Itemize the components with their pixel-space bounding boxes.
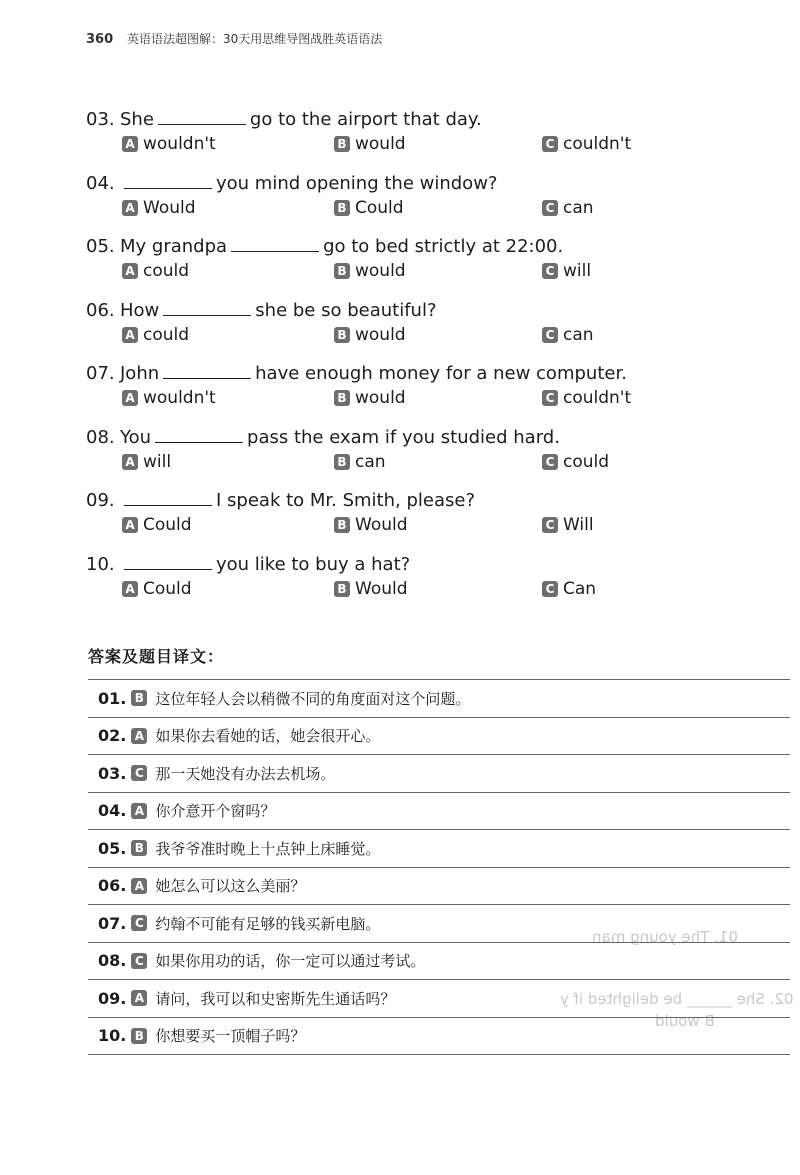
page-header bbox=[86, 30, 382, 47]
option-b bbox=[334, 198, 404, 218]
bleed-through-text: 02. She ______ be delighted if y bbox=[560, 990, 794, 1008]
option-letter-badge: A bbox=[122, 517, 138, 533]
answer-blank bbox=[155, 427, 243, 443]
answer-translation: 如果你用功的话，你一定可以通过考试。 bbox=[155, 952, 426, 971]
option-c bbox=[542, 134, 631, 154]
option-text: can bbox=[563, 197, 594, 218]
option-c bbox=[542, 579, 596, 599]
question-item bbox=[86, 551, 706, 615]
option-c bbox=[542, 261, 591, 281]
option-a bbox=[122, 452, 171, 472]
answer-row bbox=[88, 680, 790, 718]
option-letter-badge: C bbox=[542, 327, 558, 343]
answer-blank bbox=[158, 109, 246, 125]
question-text-before: She bbox=[120, 109, 154, 130]
question-number: 10. bbox=[86, 553, 115, 575]
question-text-after: she be so beautiful? bbox=[255, 299, 437, 321]
question-text-after: pass the exam if you studied hard. bbox=[247, 426, 560, 448]
question-number: 03. bbox=[86, 109, 115, 130]
option-list bbox=[122, 579, 706, 603]
option-a bbox=[122, 388, 216, 408]
answer-blank bbox=[231, 236, 319, 252]
option-list bbox=[122, 452, 706, 476]
option-letter-badge: B bbox=[334, 200, 350, 216]
option-letter-badge: A bbox=[122, 454, 138, 470]
option-list bbox=[122, 388, 706, 412]
option-letter-badge: C bbox=[542, 517, 558, 533]
answer-row bbox=[88, 980, 790, 1018]
bleed-through-text: B would bbox=[655, 1012, 715, 1030]
option-a bbox=[122, 325, 189, 345]
option-c bbox=[542, 452, 609, 472]
answer-number: 03. bbox=[98, 763, 127, 783]
option-a bbox=[122, 579, 192, 599]
answer-letter-badge: B bbox=[131, 690, 147, 706]
option-letter-badge: A bbox=[122, 327, 138, 343]
question-number: 05. bbox=[86, 236, 115, 257]
question-text-before: My grandpa bbox=[120, 236, 228, 257]
answers-heading: 答案及题目译文： bbox=[88, 647, 225, 666]
option-text: wouldn't bbox=[143, 388, 216, 408]
answer-translation: 你想要买一顶帽子吗？ bbox=[155, 1027, 306, 1046]
question-text-after: you mind opening the window? bbox=[216, 172, 498, 194]
option-list bbox=[122, 325, 706, 349]
option-letter-badge: C bbox=[542, 390, 558, 406]
answer-number: 10. bbox=[98, 1026, 127, 1046]
question-number: 09. bbox=[86, 490, 115, 511]
option-b bbox=[334, 515, 408, 535]
answer-number: 04. bbox=[98, 801, 127, 821]
answer-number: 02. bbox=[98, 726, 127, 746]
answer-blank bbox=[163, 363, 251, 379]
option-a bbox=[122, 134, 216, 154]
option-a bbox=[122, 261, 189, 281]
question-text-before: You bbox=[120, 426, 152, 448]
option-text: Could bbox=[143, 578, 192, 599]
option-b bbox=[334, 134, 406, 154]
option-letter-badge: B bbox=[334, 390, 350, 406]
option-c bbox=[542, 198, 594, 218]
answer-translation: 请问，我可以和史密斯先生通话吗？ bbox=[155, 989, 396, 1008]
answer-number: 08. bbox=[98, 951, 127, 971]
answer-translation: 如果你去看她的话，她会很开心。 bbox=[155, 727, 381, 746]
option-text: would bbox=[355, 324, 406, 345]
option-text: Could bbox=[143, 515, 192, 535]
answer-letter-badge: C bbox=[131, 765, 147, 781]
question-number: 04. bbox=[86, 172, 115, 194]
question-number: 07. bbox=[86, 363, 115, 384]
answer-row bbox=[88, 943, 790, 981]
option-letter-badge: C bbox=[542, 263, 558, 279]
option-a bbox=[122, 515, 192, 535]
answer-letter-badge: C bbox=[131, 953, 147, 969]
answer-translation: 你介意开个窗吗？ bbox=[155, 802, 276, 821]
option-letter-badge: B bbox=[334, 263, 350, 279]
answer-row bbox=[88, 830, 790, 868]
answer-translation: 我爷爷准时晚上十点钟上床睡觉。 bbox=[155, 839, 381, 858]
option-letter-badge: B bbox=[334, 136, 350, 152]
option-letter-badge: A bbox=[122, 200, 138, 216]
option-letter-badge: C bbox=[542, 200, 558, 216]
option-b bbox=[334, 325, 406, 345]
question-stem bbox=[86, 170, 706, 198]
answer-letter-badge: A bbox=[131, 878, 147, 894]
option-letter-badge: A bbox=[122, 263, 138, 279]
question-text-after: I speak to Mr. Smith, please? bbox=[216, 490, 476, 511]
option-letter-badge: A bbox=[122, 136, 138, 152]
answer-number: 01. bbox=[98, 688, 127, 708]
option-letter-badge: A bbox=[122, 581, 138, 597]
question-stem bbox=[86, 297, 706, 325]
answer-row bbox=[88, 905, 790, 943]
question-text-after: go to bed strictly at 22:00. bbox=[323, 236, 564, 257]
option-text: could bbox=[143, 261, 190, 281]
option-text: would bbox=[355, 261, 406, 281]
answer-number: 09. bbox=[98, 988, 127, 1008]
answer-letter-badge: B bbox=[131, 1028, 147, 1044]
question-text-before: How bbox=[120, 299, 160, 321]
answer-blank bbox=[124, 490, 212, 506]
answer-number: 05. bbox=[98, 838, 127, 858]
answer-list bbox=[88, 679, 790, 1055]
option-text: would bbox=[355, 388, 406, 408]
option-letter-badge: B bbox=[334, 327, 350, 343]
option-letter-badge: B bbox=[334, 581, 350, 597]
option-c bbox=[542, 325, 594, 345]
book-title: 英语语法超图解：30天用思维导图战胜英语语法 bbox=[126, 32, 383, 46]
option-text: will bbox=[143, 451, 172, 472]
answer-row bbox=[88, 755, 790, 793]
question-stem bbox=[86, 360, 706, 388]
option-list bbox=[122, 515, 706, 539]
option-text: couldn't bbox=[563, 388, 632, 408]
question-stem bbox=[86, 551, 706, 579]
option-letter-badge: C bbox=[542, 581, 558, 597]
answer-row bbox=[88, 718, 790, 756]
answer-letter-badge: A bbox=[131, 803, 147, 819]
option-letter-badge: A bbox=[122, 390, 138, 406]
answer-row bbox=[88, 793, 790, 831]
option-c bbox=[542, 515, 594, 535]
question-list bbox=[86, 106, 706, 614]
option-c bbox=[542, 388, 631, 408]
answer-blank bbox=[163, 300, 251, 316]
question-item bbox=[86, 170, 706, 234]
question-item bbox=[86, 360, 706, 424]
question-text-after: have enough money for a new computer. bbox=[255, 363, 627, 384]
question-text-after: go to the airport that day. bbox=[249, 109, 482, 130]
option-a bbox=[122, 198, 196, 218]
answer-letter-badge: A bbox=[131, 990, 147, 1006]
option-text: would bbox=[355, 134, 406, 154]
question-item bbox=[86, 424, 706, 488]
option-text: wouldn't bbox=[143, 134, 216, 154]
answer-translation: 那一天她没有办法去机场。 bbox=[155, 764, 336, 783]
answer-letter-badge: C bbox=[131, 915, 147, 931]
option-list bbox=[122, 261, 706, 285]
option-letter-badge: B bbox=[334, 454, 350, 470]
option-text: Would bbox=[355, 578, 408, 599]
option-list bbox=[122, 198, 706, 222]
question-stem bbox=[86, 424, 706, 452]
answer-row bbox=[88, 1018, 790, 1056]
option-b bbox=[334, 452, 386, 472]
answer-translation: 她怎么可以这么美丽？ bbox=[155, 877, 306, 896]
page-number: 360 bbox=[86, 32, 114, 47]
question-item bbox=[86, 297, 706, 361]
question-text-after: you like to buy a hat? bbox=[216, 553, 411, 575]
option-text: Could bbox=[355, 197, 404, 218]
option-letter-badge: B bbox=[334, 517, 350, 533]
option-letter-badge: C bbox=[542, 454, 558, 470]
question-item bbox=[86, 106, 706, 170]
option-b bbox=[334, 261, 406, 281]
answer-blank bbox=[124, 554, 212, 570]
option-text: will bbox=[563, 261, 592, 281]
option-text: could bbox=[563, 451, 610, 472]
answer-translation: 约翰不可能有足够的钱买新电脑。 bbox=[155, 914, 381, 933]
answer-letter-badge: B bbox=[131, 840, 147, 856]
answer-number: 07. bbox=[98, 913, 127, 933]
question-text-before: John bbox=[120, 363, 160, 384]
option-b bbox=[334, 388, 406, 408]
question-stem bbox=[86, 487, 706, 515]
option-text: Would bbox=[143, 197, 196, 218]
option-text: could bbox=[143, 324, 190, 345]
answer-translation: 这位年轻人会以稍微不同的角度面对这个问题。 bbox=[155, 689, 471, 708]
answer-letter-badge: A bbox=[131, 728, 147, 744]
option-b bbox=[334, 579, 408, 599]
question-stem bbox=[86, 106, 706, 134]
question-number: 08. bbox=[86, 426, 115, 448]
option-text: couldn't bbox=[563, 134, 632, 154]
bleed-through-text: 01. The young man bbox=[592, 928, 738, 946]
answer-row bbox=[88, 868, 790, 906]
question-number: 06. bbox=[86, 299, 115, 321]
answer-number: 06. bbox=[98, 876, 127, 896]
option-text: Would bbox=[355, 515, 408, 535]
option-text: Can bbox=[563, 578, 597, 599]
option-letter-badge: C bbox=[542, 136, 558, 152]
question-item bbox=[86, 487, 706, 551]
question-item bbox=[86, 233, 706, 297]
option-list bbox=[122, 134, 706, 158]
option-text: can bbox=[563, 324, 594, 345]
option-text: Will bbox=[563, 515, 594, 535]
question-stem bbox=[86, 233, 706, 261]
answer-blank bbox=[124, 173, 212, 189]
option-text: can bbox=[355, 451, 386, 472]
